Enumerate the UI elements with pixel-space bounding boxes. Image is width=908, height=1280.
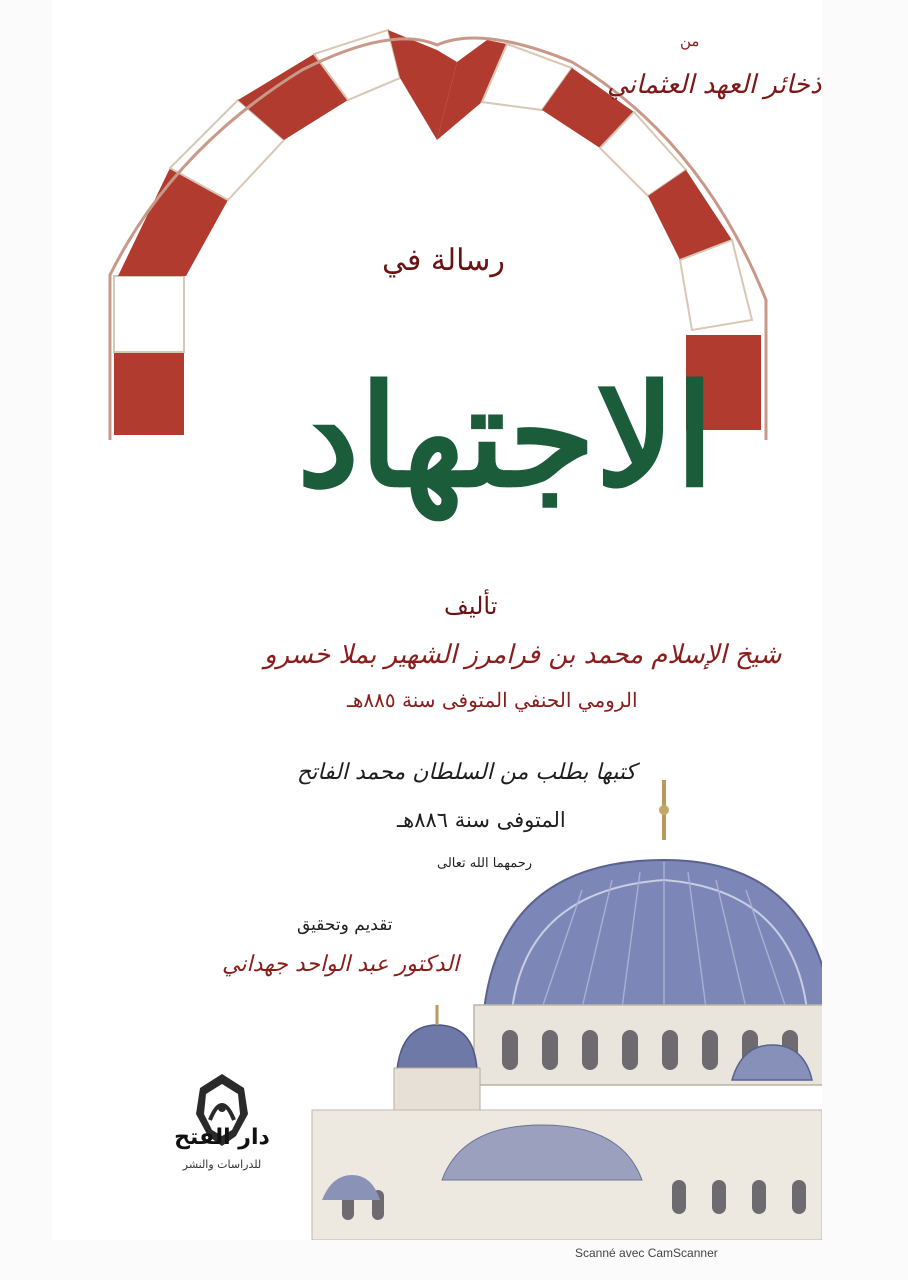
author-details: الرومي الحنفي المتوفى سنة ٨٨٥هـ xyxy=(347,688,638,712)
publisher-logo xyxy=(152,1045,292,1175)
author-name: شيخ الإسلام محمد بن فرامرز الشهير بملا خسرو xyxy=(264,640,782,670)
blessing-text: رحمهما الله تعالى xyxy=(437,856,533,871)
publisher-name: دار الفتح xyxy=(174,1125,270,1150)
sultan-death-year: المتوفى سنة ٨٨٦هـ xyxy=(397,808,566,832)
authorship-label: تأليف xyxy=(444,592,498,620)
title-prefix: رسالة في xyxy=(382,243,505,278)
editor-label: تقديم وتحقيق xyxy=(297,915,393,935)
publisher-subtitle: للدراسات والنشر xyxy=(182,1158,262,1171)
series-title: ذخائر العهد العثماني xyxy=(607,70,822,100)
series-prefix: من xyxy=(680,32,700,50)
main-title: الاجتهاد xyxy=(297,355,715,519)
commission-note: كتبها بطلب من السلطان محمد الفاتح xyxy=(297,760,637,785)
scanner-watermark: Scanné avec CamScanner xyxy=(575,1246,718,1260)
book-cover xyxy=(52,0,822,1240)
mosque-illustration xyxy=(212,780,822,1240)
editor-name: الدكتور عبد الواحد جهداني xyxy=(222,952,460,977)
